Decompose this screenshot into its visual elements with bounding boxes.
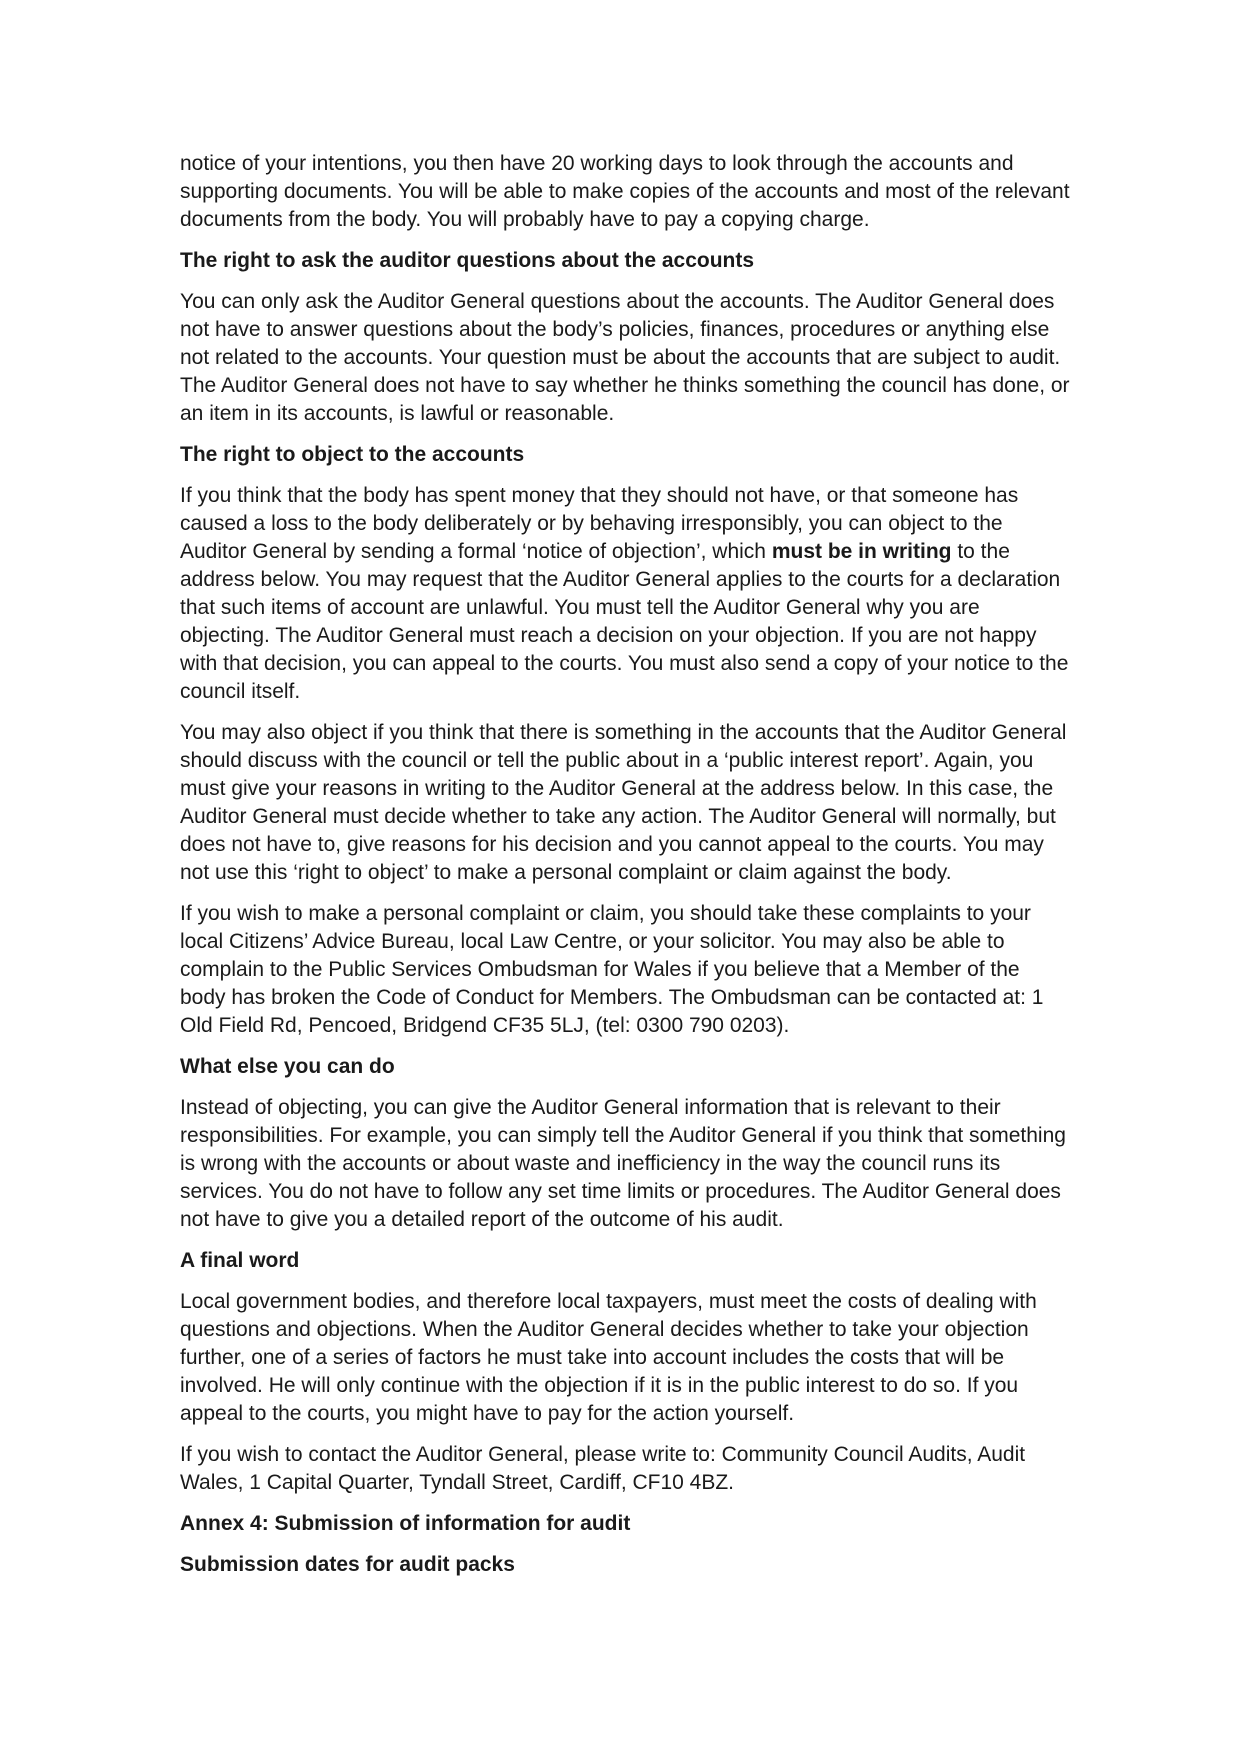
heading-annex-4: Annex 4: Submission of information for audit <box>180 1512 631 1535</box>
paragraph-intro: notice of your intentions, you then have 20 working days to look through the accounts and supporting documents. You will be able to make copies of the accounts and most of the relevant documents from the body. You will probably have to pay a copying charge. <box>180 152 1070 231</box>
paragraph-what-else: Instead of objecting, you can give the Auditor General information that is relevant to their responsibilities. For example, you can simply tell the Auditor General if you think that something is wrong with the accounts or about waste and inefficiency in the way the council runs its services. You do not have to follow any set time limits or procedures. The Auditor General does not have to give you a detailed report of the outcome of his audit. <box>180 1096 1066 1231</box>
paragraph-contact: If you wish to contact the Auditor General, please write to: Community Council Audits, Audit Wales, 1 Capital Quarter, Tyndall Street, Cardiff, CF10 4BZ. <box>180 1443 1026 1494</box>
paragraph-text: If you think that the body has spent money that they should not have, or that someone has caused a loss to the body deliberately or by behaving irresponsibly, you can object to the Auditor General by sending a formal ‘notice of objection’, which <box>180 484 1019 563</box>
heading-submission-dates: Submission dates for audit packs <box>180 1553 515 1576</box>
emphasis-text: must be in writing <box>771 540 952 563</box>
document-page <box>180 150 1070 1592</box>
paragraph-text: to the address below. You may request that the Auditor General applies to the courts for a declaration that such items of account are unlawful. You must tell the Auditor General why you are objecting. The Auditor General must reach a decision on your objection. If you are not happy with that decision, you can appeal to the courts. You must also send a copy of your notice to the council itself. <box>180 540 1069 703</box>
paragraph-right-to-object-1 <box>180 482 1070 706</box>
paragraph-right-to-object-2: You may also object if you think that there is something in the accounts that the Auditor General should discuss with the council or tell the public about in a ‘public interest report’. Again, you must give your reasons in writing to the Auditor General at the address below. In this case, the Auditor General must decide whether to take any action. The Auditor General will normally, but does not have to, give reasons for his decision and you cannot appeal to the courts. You may not use this ‘right to object’ to make a personal complaint or claim against the body. <box>180 721 1067 884</box>
heading-what-else: What else you can do <box>180 1055 395 1078</box>
paragraph-final-word: Local government bodies, and therefore local taxpayers, must meet the costs of dealing with questions and objections. When the Auditor General decides whether to take your objection further, one of a series of factors he must take into account includes the costs that will be involved. He will only continue with the objection if it is in the public interest to do so. If you appeal to the courts, you might have to pay for the action yourself. <box>180 1290 1037 1425</box>
heading-right-to-object: The right to object to the accounts <box>180 443 525 466</box>
heading-final-word: A final word <box>180 1249 300 1272</box>
paragraph-right-to-ask: You can only ask the Auditor General questions about the accounts. The Auditor General does not have to answer questions about the body’s policies, finances, procedures or anything else not related to the accounts. Your question must be about the accounts that are subject to audit. The Auditor General does not have to say whether he thinks something the council has done, or an item in its accounts, is lawful or reasonable. <box>180 290 1070 425</box>
heading-right-to-ask: The right to ask the auditor questions about the accounts <box>180 249 755 272</box>
paragraph-right-to-object-3: If you wish to make a personal complaint or claim, you should take these complaints to your local Citizens’ Advice Bureau, local Law Centre, or your solicitor. You may also be able to complain to the Public Services Ombudsman for Wales if you believe that a Member of the body has broken the Code of Conduct for Members. The Ombudsman can be contacted at: 1 Old Field Rd, Pencoed, Bridgend CF35 5LJ, (tel: 0300 790 0203). <box>180 902 1044 1037</box>
